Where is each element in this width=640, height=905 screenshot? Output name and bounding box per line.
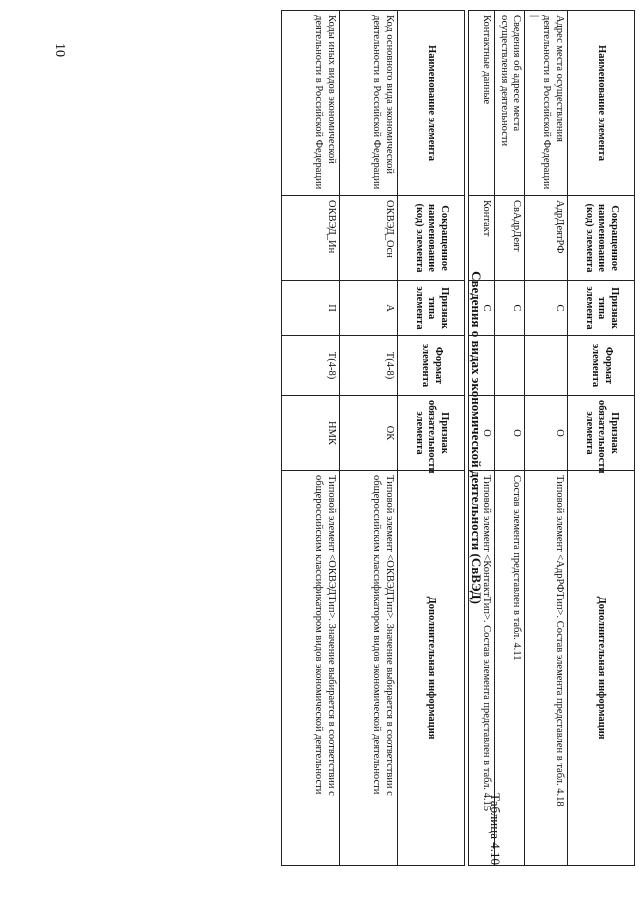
cell-mandatory: НМК bbox=[282, 396, 340, 471]
cell-code: ОКВЭД_Ин bbox=[282, 196, 340, 281]
cell-code: Контакт bbox=[469, 196, 495, 281]
element-table-2 bbox=[281, 10, 465, 866]
header-info: Дополнительная информация bbox=[568, 471, 635, 866]
cell-type: А bbox=[340, 281, 398, 336]
cell-mandatory: ОК bbox=[340, 396, 398, 471]
cell-info: Типовой элемент <АдрРФТип>. Состав элемента представлен в табл. 4.18 bbox=[525, 471, 568, 866]
table-row bbox=[282, 11, 340, 866]
cell-name: Контактные данные bbox=[469, 11, 495, 196]
table-row bbox=[525, 11, 568, 866]
table-row bbox=[340, 11, 398, 866]
cell-format: T(4-8) bbox=[340, 336, 398, 396]
cell-name: Коды иных видов экономической деятельности в Российской Федерации bbox=[282, 11, 340, 196]
cell-type: С bbox=[525, 281, 568, 336]
cell-info: Состав элемента представлен в табл. 4.11 bbox=[495, 471, 525, 866]
table-row bbox=[495, 11, 525, 866]
header-info: Дополнительная информация bbox=[398, 471, 465, 866]
cell-code: ОКВЭД_Осн bbox=[340, 196, 398, 281]
table-title: Сведения о видах экономической деятельности (СвВЭД) bbox=[469, 271, 484, 604]
header-type: Признак типа элемента bbox=[568, 281, 635, 336]
cell-type: С bbox=[495, 281, 525, 336]
header-mandatory: Признак обязательности элемента bbox=[568, 396, 635, 471]
header-format: Формат элемента bbox=[568, 336, 635, 396]
header-code: Сокращенное наименование (код) элемента bbox=[568, 196, 635, 281]
cell-mandatory: О bbox=[469, 396, 495, 471]
cell-format bbox=[495, 336, 525, 396]
cell-code: СвАдрДеят bbox=[495, 196, 525, 281]
header-name: Наименование элемента bbox=[568, 11, 635, 196]
element-table-1 bbox=[468, 10, 635, 866]
header-type: Признак типа элемента bbox=[398, 281, 465, 336]
cell-type: С bbox=[469, 281, 495, 336]
page-number: 10 bbox=[52, 43, 67, 57]
cell-mandatory: О bbox=[495, 396, 525, 471]
cell-name: Сведения об адресе места осуществления деятельности bbox=[495, 11, 525, 196]
rotated-page-content bbox=[115, 10, 635, 890]
cell-info: Типовой элемент <КонтактТип>. Состав элемента представлен в табл. 4.15 bbox=[469, 471, 495, 866]
cell-name: Код основного вида экономической деятельности в Российской Федерации bbox=[340, 11, 398, 196]
cell-name: Адрес места осуществления деятельности в Российской Федерации | bbox=[525, 11, 568, 196]
header-code: Сокращенное наименование (код) элемента bbox=[398, 196, 465, 281]
table-header-row bbox=[568, 11, 635, 866]
cell-info: Типовой элемент <ОКВЭДТип>. Значение выбирается в соответствии с общероссийским классификатором видов экономической деятельности bbox=[340, 471, 398, 866]
cell-format: T(4-8) bbox=[282, 336, 340, 396]
cell-mandatory: О bbox=[525, 396, 568, 471]
table-header-row bbox=[398, 11, 465, 866]
cell-type: П bbox=[282, 281, 340, 336]
header-name: Наименование элемента bbox=[398, 11, 465, 196]
cell-format bbox=[525, 336, 568, 396]
cell-info: Типовой элемент <ОКВЭДТип>. Значение выбирается в соответствии с общероссийским классификатором видов экономической деятельности bbox=[282, 471, 340, 866]
table-caption: Таблица 4.10 bbox=[488, 793, 503, 865]
header-format: Формат элемента bbox=[398, 336, 465, 396]
cell-code: АдрДеятРФ bbox=[525, 196, 568, 281]
header-mandatory: Признак обязательности элемента bbox=[398, 396, 465, 471]
